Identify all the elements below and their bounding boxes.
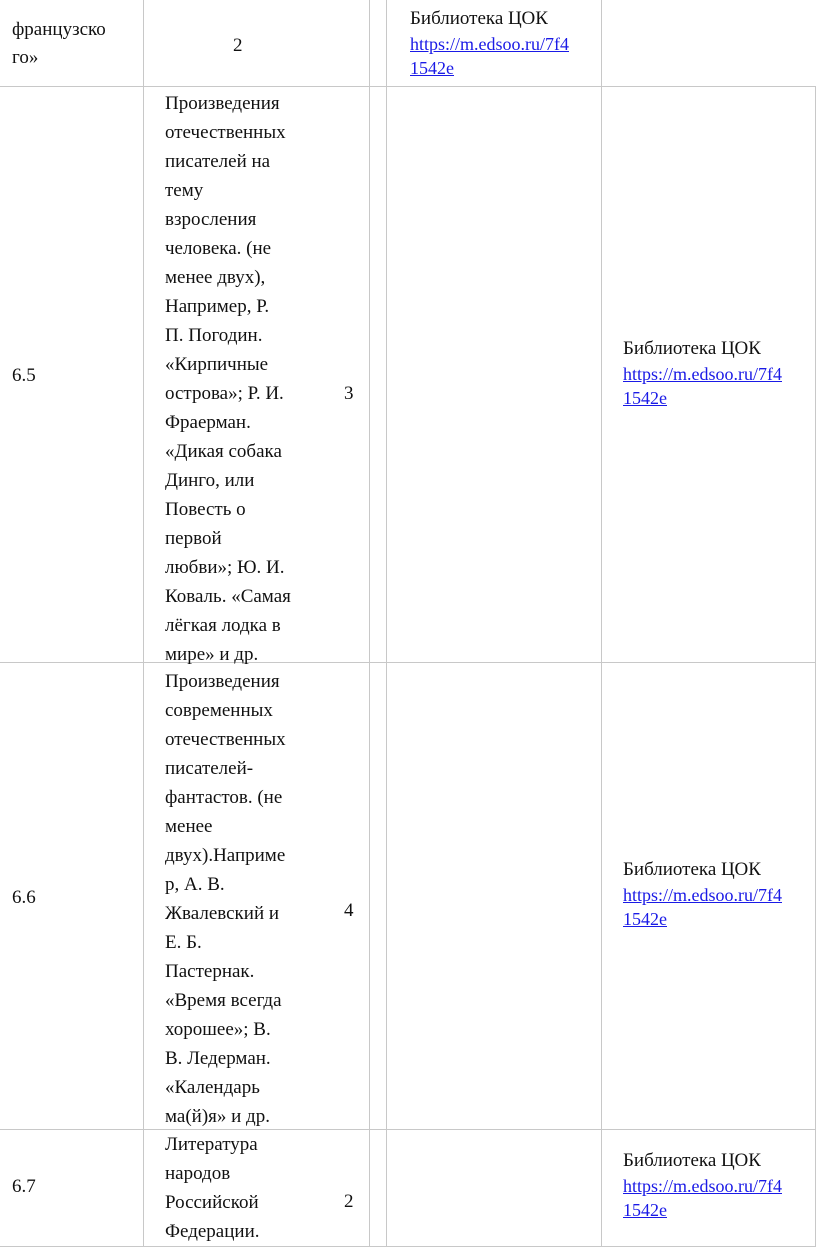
col-divider <box>369 0 370 1247</box>
resource-label: Библиотека ЦОК <box>623 1150 761 1171</box>
row-number: 6.5 <box>12 365 36 386</box>
resource-link[interactable]: https://m.edsoo.ru/7f4 1542e <box>410 34 569 78</box>
topic-text: Произведения современных отечественных писателей- фантастов. (не менее двух).Наприме р, А. В. Жвалевский и Е. Б. Пастернак. «Время всегда хорошее»; В. В. Ледерман. «Календарь ма(й)я» и др. <box>165 671 286 1127</box>
row-number: 6.6 <box>12 887 36 908</box>
resource-link[interactable]: https://m.edsoo.ru/7f4 1542e <box>623 885 782 929</box>
row-divider <box>0 662 816 663</box>
row-divider <box>0 86 816 87</box>
resource-label: Библиотека ЦОК <box>623 859 761 880</box>
col-divider <box>143 0 144 1247</box>
hours-cell: 2 <box>233 35 243 56</box>
resource-link[interactable]: https://m.edsoo.ru/7f4 1542e <box>623 364 782 408</box>
resource-label: Библиотека ЦОК <box>410 8 548 29</box>
row-divider <box>0 1246 816 1247</box>
topic-fragment: французско го» <box>12 19 106 68</box>
resource-cell <box>623 857 782 931</box>
col-divider <box>386 0 387 1247</box>
resource-label: Библиотека ЦОК <box>623 338 761 359</box>
resource-cell <box>623 1148 782 1222</box>
row-divider <box>0 1129 816 1130</box>
hours-cell: 3 <box>344 383 354 404</box>
col-divider <box>601 0 602 1247</box>
topic-text: Литература народов Российской Федерации. <box>165 1134 260 1242</box>
resource-cell <box>410 6 569 80</box>
topic-text: Произведения отечественных писателей на тему взросления человека. (не менее двух), Например, Р. П. Погодин. «Кирпичные острова»; Р. И. Фраерман. «Дикая собака Динго, или Повесть о первой любви»; Ю. И. Коваль. «Самая лёгкая лодка в мире» и др. <box>165 93 291 665</box>
hours-cell: 2 <box>344 1191 354 1212</box>
resource-link[interactable]: https://m.edsoo.ru/7f4 1542e <box>623 1176 782 1220</box>
row-number: 6.7 <box>12 1176 36 1197</box>
hours-cell: 4 <box>344 900 354 921</box>
resource-cell <box>623 336 782 410</box>
